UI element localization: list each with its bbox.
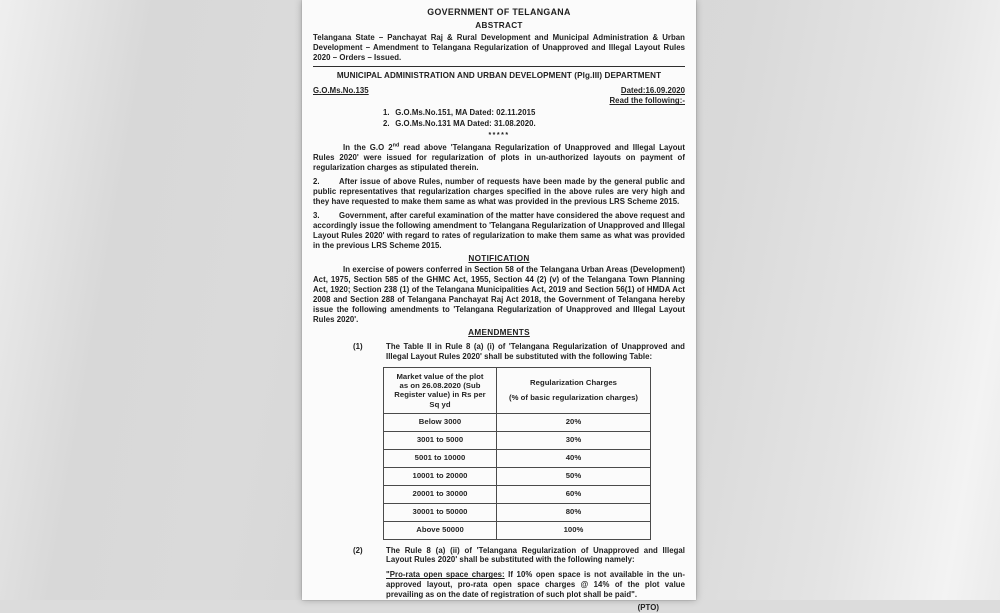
reference-item: [383, 108, 685, 118]
cell-charge: 40%: [497, 450, 651, 468]
table-row: [384, 503, 651, 521]
dated-label: Dated:16.09.2020: [620, 86, 685, 96]
para-3-text: Government, after careful examination of the matter have considered the above request and accordingly issue the following amendment to 'Telangana Regularization of Unapproved and Illegal Layout Rules 2020' with regard to rates of regularization to make them same as what was provided in the previous LRS Scheme 2015.: [313, 210, 685, 250]
go-number: G.O.Ms.No.135: [313, 86, 369, 96]
amendment-2-number: (2): [353, 545, 363, 555]
amendment-1-text: The Table II in Rule 8 (a) (i) of 'Telangana Regularization of Unapproved and Illegal Layout Rules 2020' shall be substituted with the following Table:: [386, 341, 685, 361]
table-header-market-value: Market value of the plot as on 26.08.2020 (Sub Register value) in Rs per Sq yd: [384, 367, 497, 414]
para-2: [313, 177, 685, 207]
cell-market-value: 3001 to 5000: [384, 432, 497, 450]
para-3: [313, 211, 685, 251]
pto-label: (PTO): [637, 603, 659, 613]
reference-list: [383, 108, 685, 128]
para-3-number: 3.: [313, 210, 320, 220]
abstract-heading: ABSTRACT: [475, 20, 523, 30]
cell-charge: 100%: [497, 521, 651, 539]
para-intro: [313, 143, 685, 173]
read-following-label: Read the following:-: [609, 96, 685, 106]
header-rule: [313, 66, 685, 67]
table-row: [384, 450, 651, 468]
ordinal-superscript: nd: [392, 142, 400, 149]
reference-number: 1.: [383, 108, 390, 118]
para-2-number: 2.: [313, 177, 320, 187]
cell-market-value: 30001 to 50000: [384, 503, 497, 521]
notification-text: In exercise of powers conferred in Section 58 of the Telangana Urban Areas (Development) Act, 1975, Section 585 of the GHMC Act, 1955, Section 44 (2) (v) of the Telangana Town Planning Act, 1920; Section 238 (1) of the Telangana Municipalities Act, 2019 and Section 56(1) of HMDA Act 2008 and Section 288 of Telangana Panchayat Raj Act 2018, the Government of Telangana hereby issue the following amendments to 'Telangana Regularization of Unapproved and Illegal Layout Rules 2020'.: [313, 265, 685, 324]
notification-heading: NOTIFICATION: [468, 253, 530, 263]
open-space-quote-title: "Pro-rata open space charges:: [386, 570, 505, 580]
cell-charge: 80%: [497, 503, 651, 521]
department-line: MUNICIPAL ADMINISTRATION AND URBAN DEVELOPMENT (Plg.III) DEPARTMENT: [336, 70, 662, 80]
para-intro-text-before: In the G.O 2: [343, 143, 393, 153]
cell-charge: 20%: [497, 414, 651, 432]
cell-charge: 30%: [497, 432, 651, 450]
reference-item: [383, 119, 685, 129]
separator-stars: *****: [488, 131, 510, 139]
amendment-item-1: [313, 342, 685, 362]
table-header-charges: [497, 367, 651, 414]
cell-market-value: Below 3000: [384, 414, 497, 432]
charges-table: [383, 367, 651, 540]
reference-number: 2.: [383, 118, 390, 128]
table-row: [384, 521, 651, 539]
para-intro-text-after: read above 'Telangana Regularization of Unapproved and Illegal Layout Rules 2020' were issued for regularization of plots in un-authorized layouts on payment of regularization charges as stipulated therein.: [313, 143, 685, 173]
open-space-quote: [386, 570, 685, 600]
table-row: [384, 467, 651, 485]
open-space-quote-body: If 10% open space is not available in the un-approved layout, pro-rata open space charges @ 14% of the plot value prevailing as on the date of registration of such plot shall be paid".: [386, 570, 686, 600]
go-header-row: [313, 86, 685, 106]
amendments-heading: AMENDMENTS: [468, 327, 530, 337]
cell-market-value: 5001 to 10000: [384, 450, 497, 468]
abstract-text: Telangana State – Panchayat Raj & Rural Development and Municipal Administration & Urban Development – Amendment to Telangana Regularization of Unapproved and Illegal Layout Rules 2020 – Orders – Issued.: [313, 32, 685, 62]
amendment-2-lead: The Rule 8 (a) (ii) of 'Telangana Regularization of Unapproved and Illegal Layout Rules 2020' shall be substituted with the following namely:: [386, 545, 685, 565]
amendment-1-number: (1): [353, 341, 363, 351]
reference-text: G.O.Ms.No.131 MA Dated: 31.08.2020.: [395, 118, 536, 128]
cell-market-value: 20001 to 30000: [384, 485, 497, 503]
amendment-item-2: [313, 546, 685, 601]
para-2-text: After issue of above Rules, number of requests have been made by the general public and public representatives that regularization charges specified in the above rules are very high and they have requested to make them same as what was provided in the previous LRS Scheme 2015.: [313, 177, 685, 206]
table-header-row: [384, 367, 651, 414]
dated-block: [610, 86, 686, 106]
table-row: [384, 414, 651, 432]
cell-market-value: 10001 to 20000: [384, 467, 497, 485]
table-header-charges-line2: (% of basic regularization charges): [508, 393, 639, 403]
cell-market-value: Above 50000: [384, 521, 497, 539]
cell-charge: 60%: [497, 485, 651, 503]
document-page: [302, 0, 696, 613]
table-header-charges-line1: Regularization Charges: [530, 378, 617, 387]
cell-charge: 50%: [497, 467, 651, 485]
table-row: [384, 432, 651, 450]
government-title: GOVERNMENT OF TELANGANA: [427, 7, 571, 17]
reference-text: G.O.Ms.No.151, MA Dated: 02.11.2015: [395, 108, 536, 118]
table-row: [384, 485, 651, 503]
amendment-2-text: [386, 546, 685, 601]
